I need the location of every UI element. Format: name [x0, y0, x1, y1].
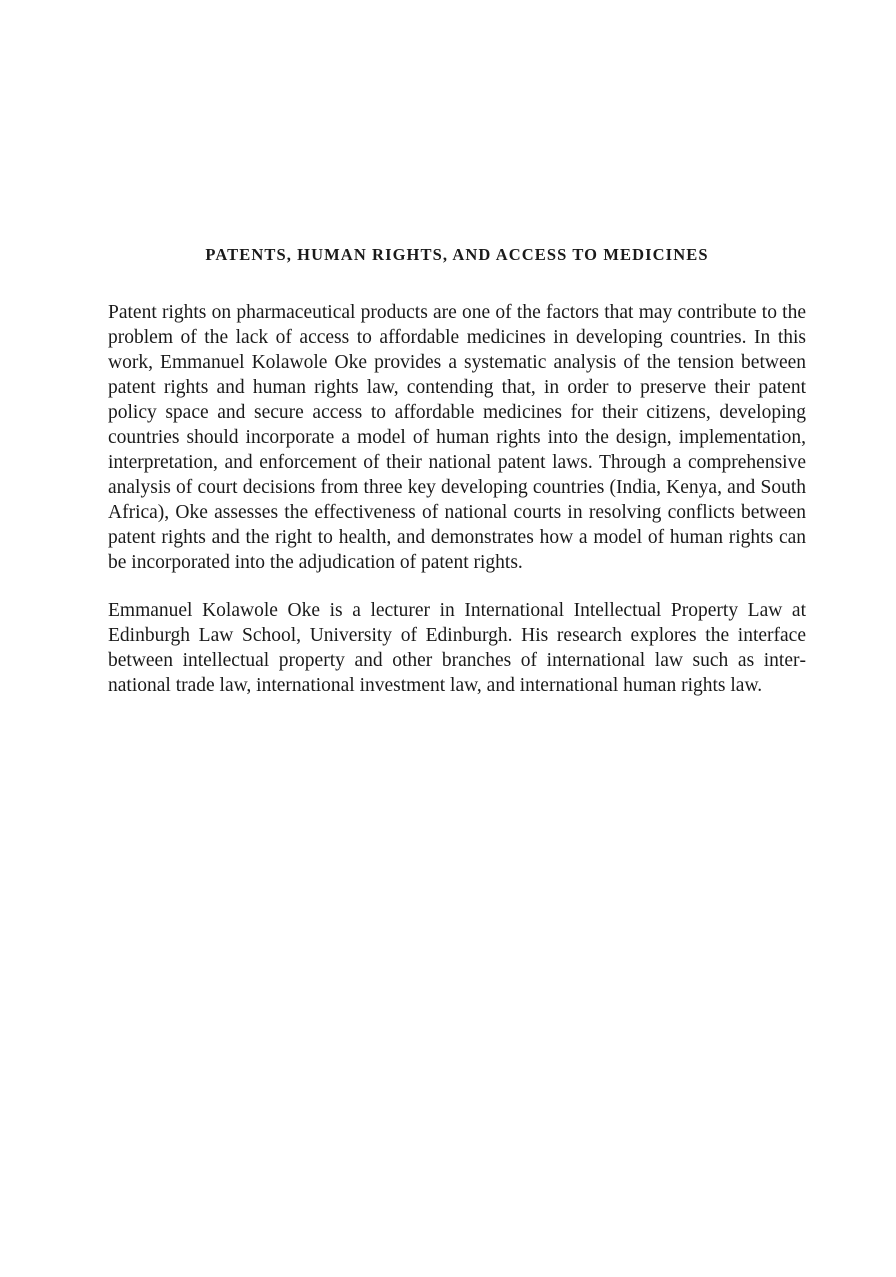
author-bio-paragraph: Emmanuel Kolawole Oke is a lecturer in International Intellectual Property Law at Edinburgh Law School, University of Edinburgh. His research explores the interface between intellectual property and other branches of international law such as international trade law, international investment law, and international human rights law.	[108, 600, 806, 696]
book-summary-paragraph: Patent rights on pharmaceutical products are one of the factors that may contribute to the problem of the lack of access to affordable medicines in developing countries. In this work, Emmanuel Kolawole Oke provides a systematic analysis of the tension between patent rights and human rights law, contending that, in order to preserve their patent policy space and secure access to affordable medicines for their citizens, developing countries should incorporate a model of human rights into the design, implementation, interpretation, and enforcement of their national patent laws. Through a comprehensive analysis of court decisions from three key developing countries (India, Kenya, and South Africa), Oke assesses the effectiveness of national courts in resolving conflicts between patent rights and the right to health, and demonstrates how a model of human rights can be incorporated into the adjudication of patent rights.	[108, 302, 806, 573]
book-title: PATENTS, HUMAN RIGHTS, AND ACCESS TO MEDICINES	[205, 245, 709, 264]
half-title-content	[108, 244, 806, 698]
